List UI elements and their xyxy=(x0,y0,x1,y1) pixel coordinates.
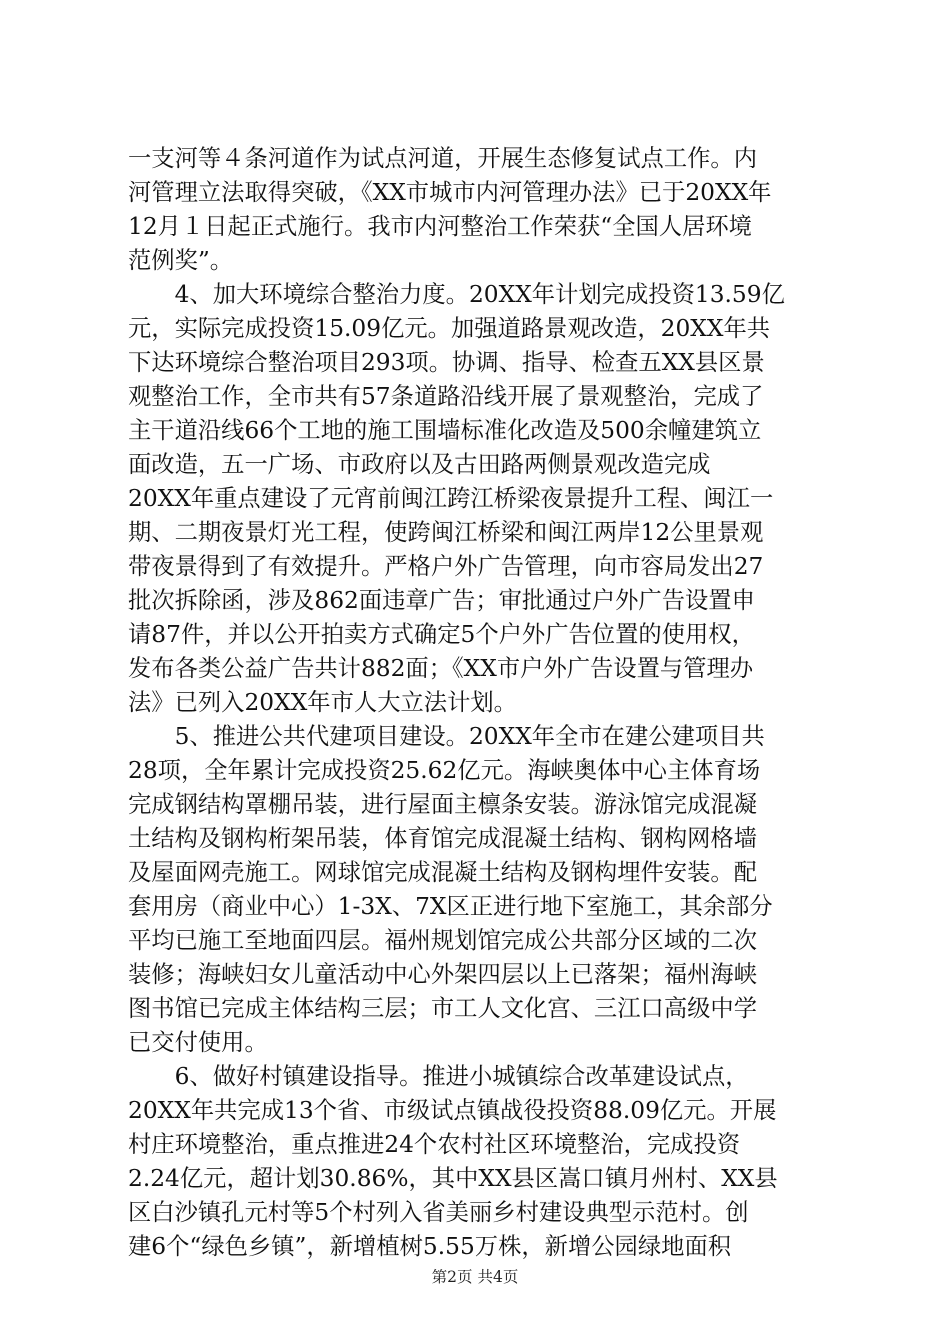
body-line: 请87件，并以公开拍卖方式确定5个户外广告位置的使用权， xyxy=(128,621,755,648)
body-line: 范例奖”。 xyxy=(128,247,234,274)
body-line: 主干道沿线66个工地的施工围墙标准化改造及500余幢建筑立 xyxy=(128,417,762,444)
body-line: 12月１日起正式施行。我市内河整治工作荣获“全国人居环境 xyxy=(128,213,752,240)
body-line: 观整治工作，全市共有57条道路沿线开展了景观整治，完成了 xyxy=(128,383,764,410)
body-line: 下达环境综合整治项目293项。协调、指导、检查五XX县区景 xyxy=(128,349,765,376)
body-line: 套用房（商业中心）1-3X、7X区正进行地下室施工，其余部分 xyxy=(128,893,773,920)
body-line: 20XX年共完成13个省、市级试点镇战役投资88.09亿元。开展 xyxy=(128,1097,777,1124)
page-number-label: 第2页 共4页 xyxy=(431,1268,519,1286)
body-line: 6、做好村镇建设指导。推进小城镇综合改革建设试点， xyxy=(128,1063,749,1090)
body-line: 及屋面网壳施工。网球馆完成混凝土结构及钢构埋件安装。配 xyxy=(128,859,758,886)
body-line: 4、加大环境综合整治力度。20XX年计划完成投资13.59亿 xyxy=(128,281,785,308)
body-line: 28项，全年累计完成投资25.62亿元。海峡奥体中心主体育场 xyxy=(128,757,761,784)
body-line: 建6个“绿色乡镇”，新增植树5.55万株，新增公园绿地面积 xyxy=(128,1233,732,1260)
body-line: 一支河等４条河道作为试点河道，开展生态修复试点工作。内 xyxy=(128,145,758,172)
body-line: 平均已施工至地面四层。福州规划馆完成公共部分区域的二次 xyxy=(128,927,758,954)
body-line: 装修；海峡妇女儿童活动中心外架四层以上已落架；福州海峡 xyxy=(128,961,758,988)
body-line: 已交付使用。 xyxy=(128,1029,268,1056)
body-line: 元，实际完成投资15.09亿元。加强道路景观改造，20XX年共 xyxy=(128,315,771,342)
body-line: 河管理立法取得突破，《XX市城市内河管理办法》已于20XX年 xyxy=(128,179,772,206)
body-line: 法》已列入20XX年市人大立法计划。 xyxy=(128,689,517,716)
body-line: 5、推进公共代建项目建设。20XX年全市在建公建项目共 xyxy=(128,723,765,750)
body-line: 带夜景得到了有效提升。严格户外广告管理，向市容局发出27 xyxy=(128,553,764,580)
body-line: 2.24亿元，超计划30.86%，其中XX县区嵩口镇月州村、XX县 xyxy=(128,1165,778,1192)
body-line: 期、二期夜景灯光工程，使跨闽江桥梁和闽江两岸12公里景观 xyxy=(128,519,764,546)
document-body xyxy=(128,142,844,1264)
body-line: 完成钢结构罩棚吊装，进行屋面主檩条安装。游泳馆完成混凝 xyxy=(128,791,758,818)
body-line: 图书馆已完成主体结构三层；市工人文化宫、三江口高级中学 xyxy=(128,995,758,1022)
page-footer xyxy=(0,1267,950,1287)
body-line: 20XX年重点建设了元宵前闽江跨江桥梁夜景提升工程、闽江一 xyxy=(128,485,774,512)
body-line: 批次拆除函，涉及862面违章广告；审批通过户外广告设置申 xyxy=(128,587,755,614)
body-line: 发布各类公益广告共计882面；《XX市户外广告设置与管理办 xyxy=(128,655,754,682)
body-line: 村庄环境整治，重点推进24个农村社区环境整治，完成投资 xyxy=(128,1131,741,1158)
body-line: 面改造，五一广场、市政府以及古田路两侧景观改造完成 xyxy=(128,451,711,478)
body-line: 区白沙镇孔元村等5个村列入省美丽乡村建设典型示范村。创 xyxy=(128,1199,749,1226)
body-line: 土结构及钢构桁架吊装，体育馆完成混凝土结构、钢构网格墙 xyxy=(128,825,758,852)
